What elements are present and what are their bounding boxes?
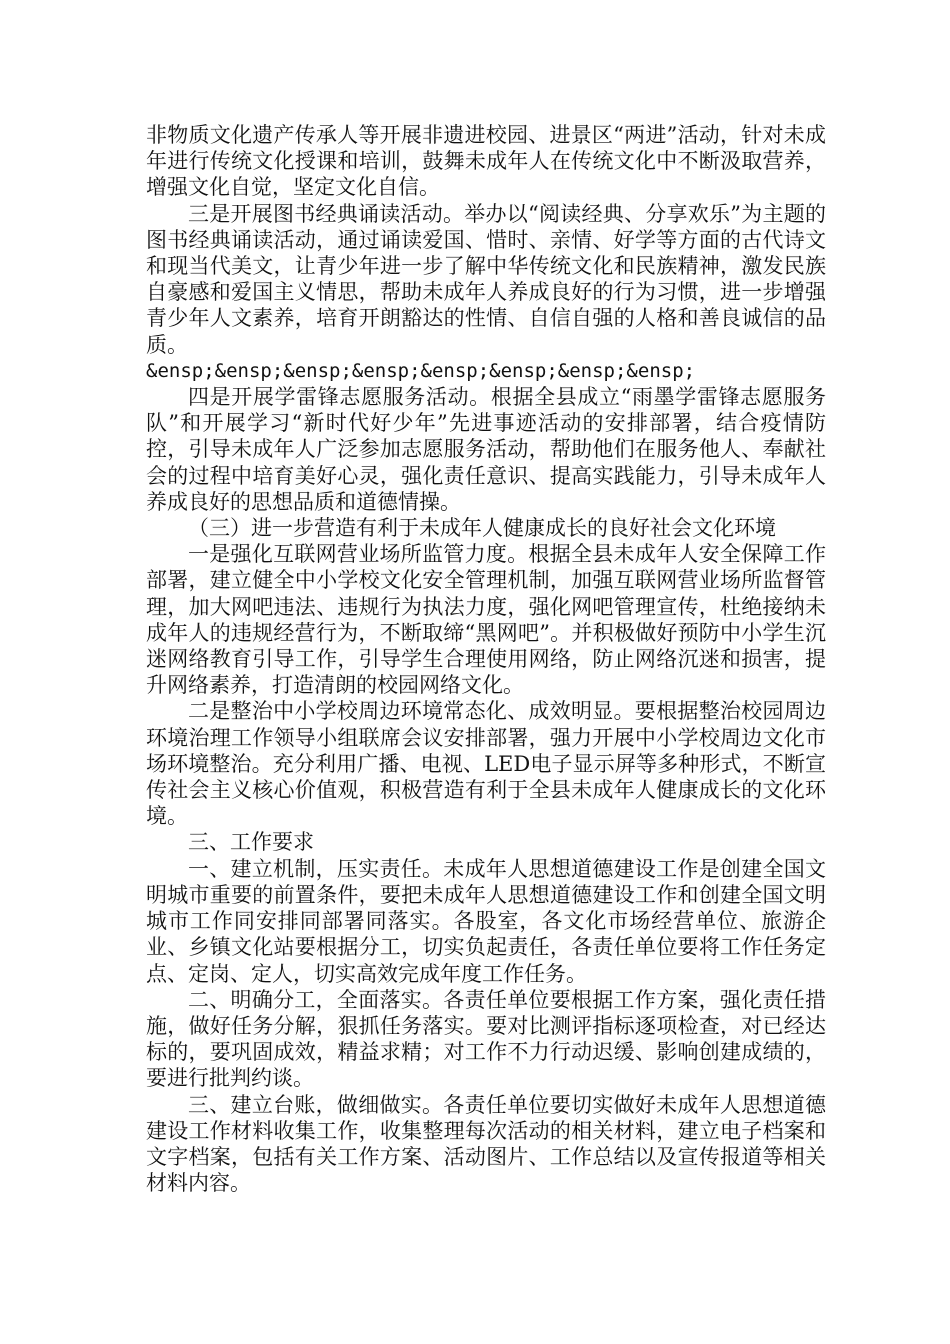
paragraph-mechanism-responsibility: 一、建立机制，压实责任。未成年人思想道德建设工作是创建全国文明城市重要的前置条件，要把未成年人思想道德建设工作和创建全国文明城市工作同安排同部署同落实。各股室，各文化市场经营单位、旅游企业、乡镇文化站要根据分工，切实负起责任，各责任单位要将工作任务定点、定岗、定人，切实高效完成年度工作任务。 (146, 856, 826, 986)
paragraph-ensp-artifact: &ensp;&ensp;&ensp;&ensp;&ensp;&ensp;&ensp;&ensp; (146, 359, 696, 382)
section-heading-work-requirements: 三、工作要求 (188, 830, 314, 855)
paragraph-intangible-heritage: 非物质文化遗产传承人等开展非遗进校园、进景区“两进”活动，针对未成年进行传统文化授课和培训，鼓舞未成年人在传统文化中不断汲取营养，增强文化自觉，坚定文化自信。 (146, 123, 826, 200)
section-heading-cultural-environment: （三）进一步营造有利于未成年人健康成长的良好社会文化环境 (188, 516, 776, 541)
paragraph-internet-cafe-supervision: 一是强化互联网营业场所监管力度。根据全县未成年人安全保障工作部署，建立健全中小学校文化安全管理机制，加强互联网营业场所监督管理，加大网吧违法、违规行为执法力度，强化网吧管理宣传，杜绝接纳未成年人的违规经营行为，不断取缔“黑网吧”。并积极做好预防中小学生沉迷网络教育引导工作，引导学生合理使用网络，防止网络沉迷和损害，提升网络素养，打造清朗的校园网络文化。 (146, 542, 826, 698)
paragraph-school-surroundings: 二是整治中小学校周边环境常态化、成效明显。要根据整治校园周边环境治理工作领导小组联席会议安排部署，强力开展中小学校周边文化市场环境整治。充分利用广播、电视、LED电子显示屏等多种形式，不断宣传社会主义核心价值观，积极营造有利于全县未成年人健康成长的文化环境。 (146, 699, 826, 829)
paragraph-volunteer-service: 四是开展学雷锋志愿服务活动。根据全县成立“雨墨学雷锋志愿服务队”和开展学习“新时代好少年”先进事迹活动的安排部署，结合疫情防控，引导未成年人广泛参加志愿服务活动，帮助他们在服务他人、奉献社会的过程中培育美好心灵，强化责任意识、提高实践能力，引导未成年人养成良好的思想品质和道德情操。 (146, 385, 826, 514)
document-body (146, 122, 826, 1196)
paragraph-classic-reading: 三是开展图书经典诵读活动。举办以“阅读经典、分享欢乐”为主题的图书经典诵读活动，通过诵读爱国、惜时、亲情、好学等方面的古代诗文和现当代美文，让青少年进一步了解中华传统文化和民族精神，激发民族自豪感和爱国主义情思，帮助未成年人养成良好的行为习惯，进一步增强青少年人文素养，培育开朗豁达的性情、自信自强的人格和善良诚信的品质。 (146, 201, 826, 357)
paragraph-division-implementation: 二、明确分工，全面落实。各责任单位要根据工作方案，强化责任措施，做好任务分解，狠抓任务落实。要对比测评指标逐项检查，对已经达标的，要巩固成效，精益求精；对工作不力行动迟缓、影响创建成绩的，要进行批判约谈。 (146, 987, 826, 1091)
paragraph-ledger-records: 三、建立台账，做细做实。各责任单位要切实做好未成年人思想道德建设工作材料收集工作，收集整理每次活动的相关材料，建立电子档案和文字档案，包括有关工作方案、活动图片、工作总结以及宣传报道等相关材料内容。 (146, 1092, 826, 1196)
